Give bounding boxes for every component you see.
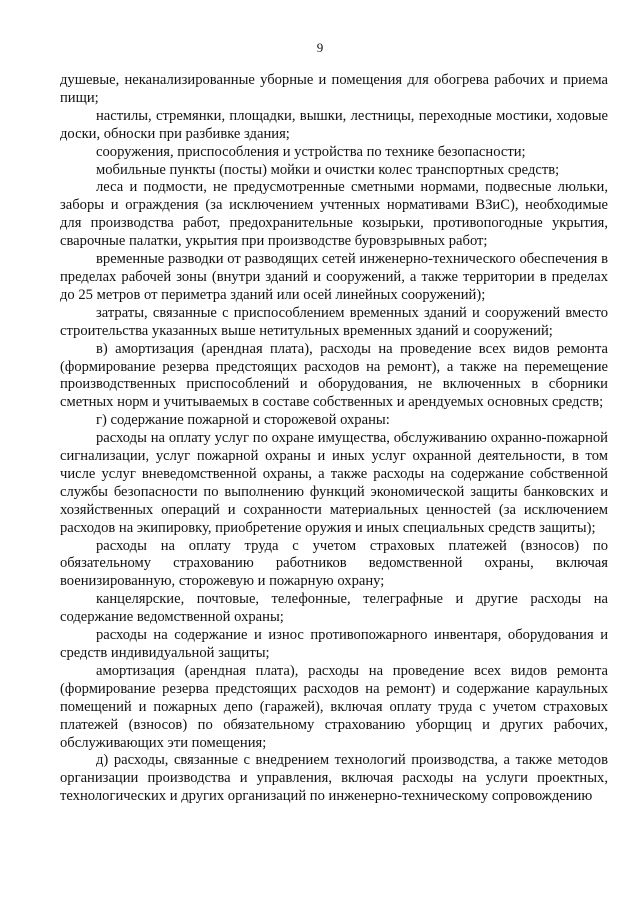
document-body bbox=[60, 72, 608, 806]
paragraph: канцелярские, почтовые, телефонные, телеграфные и другие расходы на содержание ведомственной охраны; bbox=[60, 591, 608, 626]
paragraph-item-g: г) содержание пожарной и сторожевой охраны: bbox=[96, 412, 390, 429]
paragraph: временные разводки от разводящих сетей инженерно-технического обеспечения в пределах рабочей зоны (внутри зданий и сооружений, а также территории в пределах до 25 метров от периметра зданий или осей линейных сооружений); bbox=[60, 251, 608, 303]
paragraph: настилы, стремянки, площадки, вышки, лестницы, переходные мостики, ходовые доски, обноски при разбивке здания; bbox=[60, 107, 608, 142]
paragraph: мобильные пункты (посты) мойки и очистки колес транспортных средств; bbox=[96, 161, 560, 178]
paragraph-continuation: душевые, неканализированные уборные и помещения для обогрева рабочих и приема пищи; bbox=[60, 72, 608, 106]
paragraph: сооружения, приспособления и устройства по технике безопасности; bbox=[96, 143, 526, 160]
paragraph-item-v: в) амортизация (арендная плата), расходы на проведение всех видов ремонта (формирование резерва предстоящих расходов на ремонт), а также на перемещение производственных приспособлений и оборудования, не включенных в сборники сметных норм и учитываемых в составе собственных и арендуемых основных средств; bbox=[60, 340, 608, 411]
paragraph: затраты, связанные с приспособлением временных зданий и сооружений вместо строительства указанных выше нетитульных временных зданий и сооружений; bbox=[60, 304, 608, 339]
paragraph: расходы на оплату услуг по охране имущества, обслуживанию охранно-пожарной сигнализации, услуг пожарной охраны и иных услуг охранной деятельности, в том числе услуг вневедомственной охраны, а также расходы на содержание собственной службы безопасности по выполнению функций экономической защиты банковских и хозяйственных операций и сохранности материальных ценностей (за исключением расходов на экипировку, приобретение оружия и иных специальных средств защиты); bbox=[60, 430, 608, 536]
paragraph: амортизация (арендная плата), расходы на проведение всех видов ремонта (формирование резерва предстоящих расходов на ремонт) и содержание караульных помещений и пожарных депо (гаражей), включая оплату труда с учетом страховых платежей (взносов) по обязательному страхованию уборщиц и других рабочих, обслуживающих эти помещения; bbox=[60, 662, 608, 751]
page-number: 9 bbox=[316, 40, 324, 55]
paragraph: леса и подмости, не предусмотренные сметными нормами, подвесные люльки, заборы и ограждения (за исключением учтенных нормативами ВЗиС), необходимые для производства работ, предохранительные козырьки, противопогодные укрытия, сварочные палатки, укрытия при производстве буровзрывных работ; bbox=[60, 179, 608, 250]
paragraph: расходы на содержание и износ противопожарного инвентаря, оборудования и средств индивидуальной защиты; bbox=[60, 627, 608, 661]
paragraph-item-d: д) расходы, связанные с внедрением технологий производства, а также методов организации производства и управления, включая расходы на услуги проектных, технологических и других организаций по инженерно-техническому сопровождению bbox=[60, 752, 608, 805]
paragraph: расходы на оплату труда с учетом страховых платежей (взносов) по обязательному страхованию работников ведомственной охраны, включая военизированную, сторожевую и пожарную охрану; bbox=[60, 537, 608, 590]
